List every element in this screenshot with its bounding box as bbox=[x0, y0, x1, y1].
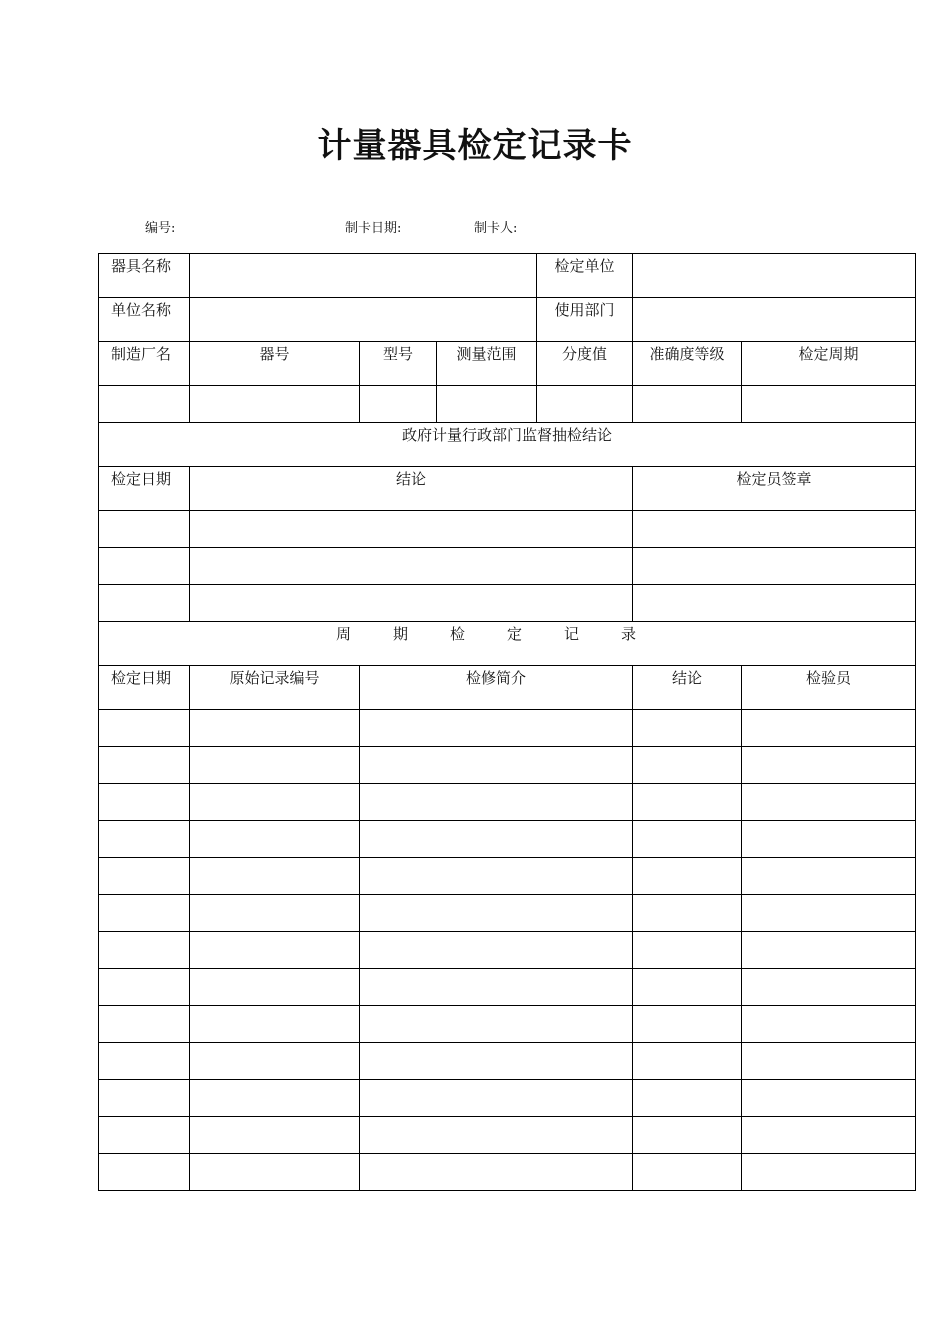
inspector-cell[interactable] bbox=[742, 710, 916, 747]
model-header: 型号 bbox=[360, 342, 437, 386]
original-record-number-cell[interactable] bbox=[190, 1080, 360, 1117]
periodic-row bbox=[99, 1043, 916, 1080]
supervision-row bbox=[99, 511, 916, 548]
unit-name-field[interactable] bbox=[190, 298, 537, 342]
inspector-cell[interactable] bbox=[742, 1043, 916, 1080]
periodic-header-row bbox=[99, 666, 916, 710]
periodic-conclusion-cell[interactable] bbox=[633, 969, 742, 1006]
original-record-number-cell[interactable] bbox=[190, 710, 360, 747]
periodic-conclusion-cell[interactable] bbox=[633, 1080, 742, 1117]
periodic-date-cell[interactable] bbox=[99, 784, 190, 821]
instrument-name-label: 器具名称 bbox=[99, 254, 190, 298]
supervision-date-cell[interactable] bbox=[99, 548, 190, 585]
card-maker-label: 制卡人: bbox=[474, 221, 518, 236]
supervision-date-header: 检定日期 bbox=[99, 467, 190, 511]
supervision-conclusion-cell[interactable] bbox=[190, 585, 633, 622]
original-record-number-cell[interactable] bbox=[190, 932, 360, 969]
periodic-row bbox=[99, 784, 916, 821]
repair-summary-cell[interactable] bbox=[360, 858, 633, 895]
periodic-conclusion-header: 结论 bbox=[633, 666, 742, 710]
supervision-section-title: 政府计量行政部门监督抽检结论 bbox=[99, 423, 916, 467]
periodic-row bbox=[99, 1154, 916, 1191]
periodic-date-cell[interactable] bbox=[99, 1080, 190, 1117]
spec-header-row bbox=[99, 342, 916, 386]
accuracy-class-field[interactable] bbox=[633, 386, 742, 423]
supervision-date-cell[interactable] bbox=[99, 511, 190, 548]
division-value-header: 分度值 bbox=[537, 342, 633, 386]
inspector-cell[interactable] bbox=[742, 1080, 916, 1117]
number-label: 编号: bbox=[145, 221, 176, 236]
unit-name-row bbox=[99, 298, 916, 342]
supervision-rows bbox=[99, 511, 916, 622]
periodic-conclusion-cell[interactable] bbox=[633, 710, 742, 747]
supervision-header-row bbox=[99, 467, 916, 511]
repair-summary-cell[interactable] bbox=[360, 1006, 633, 1043]
supervision-signature-cell[interactable] bbox=[633, 548, 916, 585]
periodic-rows bbox=[99, 710, 916, 1191]
original-record-number-cell[interactable] bbox=[190, 1043, 360, 1080]
periodic-conclusion-cell[interactable] bbox=[633, 784, 742, 821]
periodic-date-cell[interactable] bbox=[99, 1154, 190, 1191]
periodic-date-cell[interactable] bbox=[99, 747, 190, 784]
supervision-signature-cell[interactable] bbox=[633, 585, 916, 622]
periodic-date-cell[interactable] bbox=[99, 1117, 190, 1154]
periodic-row bbox=[99, 932, 916, 969]
periodic-conclusion-cell[interactable] bbox=[633, 858, 742, 895]
repair-summary-cell[interactable] bbox=[360, 932, 633, 969]
periodic-row bbox=[99, 710, 916, 747]
supervision-title-row bbox=[99, 423, 916, 467]
accuracy-class-header: 准确度等级 bbox=[633, 342, 742, 386]
original-record-number-cell[interactable] bbox=[190, 1154, 360, 1191]
inspector-cell[interactable] bbox=[742, 969, 916, 1006]
periodic-row bbox=[99, 1117, 916, 1154]
manufacturer-field[interactable] bbox=[99, 386, 190, 423]
verification-period-field[interactable] bbox=[742, 386, 916, 423]
periodic-date-cell[interactable] bbox=[99, 932, 190, 969]
department-field[interactable] bbox=[633, 298, 916, 342]
periodic-conclusion-cell[interactable] bbox=[633, 895, 742, 932]
supervision-conclusion-cell[interactable] bbox=[190, 511, 633, 548]
inspector-cell[interactable] bbox=[742, 1154, 916, 1191]
inspector-cell[interactable] bbox=[742, 821, 916, 858]
instrument-name-field[interactable] bbox=[190, 254, 537, 298]
model-field[interactable] bbox=[360, 386, 437, 423]
periodic-conclusion-cell[interactable] bbox=[633, 932, 742, 969]
periodic-date-cell[interactable] bbox=[99, 969, 190, 1006]
manufacturer-header: 制造厂名 bbox=[99, 342, 190, 386]
supervision-signature-cell[interactable] bbox=[633, 511, 916, 548]
page-title: 计量器具检定记录卡 bbox=[317, 126, 633, 166]
inspector-cell[interactable] bbox=[742, 784, 916, 821]
periodic-section-title: 周期检定记录 bbox=[99, 622, 916, 666]
repair-summary-cell[interactable] bbox=[360, 1117, 633, 1154]
department-label: 使用部门 bbox=[537, 298, 633, 342]
original-record-number-cell[interactable] bbox=[190, 784, 360, 821]
measuring-range-header: 测量范围 bbox=[437, 342, 537, 386]
periodic-row bbox=[99, 821, 916, 858]
record-card-table bbox=[98, 253, 916, 1191]
periodic-date-cell[interactable] bbox=[99, 858, 190, 895]
periodic-date-cell[interactable] bbox=[99, 895, 190, 932]
repair-summary-cell[interactable] bbox=[360, 969, 633, 1006]
periodic-row bbox=[99, 895, 916, 932]
supervision-signature-header: 检定员签章 bbox=[633, 467, 916, 511]
inspector-cell[interactable] bbox=[742, 895, 916, 932]
periodic-date-cell[interactable] bbox=[99, 1043, 190, 1080]
unit-name-label: 单位名称 bbox=[99, 298, 190, 342]
original-record-number-cell[interactable] bbox=[190, 1117, 360, 1154]
periodic-date-cell[interactable] bbox=[99, 1006, 190, 1043]
repair-summary-cell[interactable] bbox=[360, 1154, 633, 1191]
supervision-row bbox=[99, 548, 916, 585]
verification-unit-label: 检定单位 bbox=[537, 254, 633, 298]
serial-number-header: 器号 bbox=[190, 342, 360, 386]
periodic-row bbox=[99, 1006, 916, 1043]
repair-summary-cell[interactable] bbox=[360, 1080, 633, 1117]
serial-number-field[interactable] bbox=[190, 386, 360, 423]
inspector-cell[interactable] bbox=[742, 747, 916, 784]
original-record-number-cell[interactable] bbox=[190, 1006, 360, 1043]
periodic-row bbox=[99, 1080, 916, 1117]
repair-summary-cell[interactable] bbox=[360, 710, 633, 747]
periodic-date-cell[interactable] bbox=[99, 710, 190, 747]
measuring-range-field[interactable] bbox=[437, 386, 537, 423]
repair-summary-cell[interactable] bbox=[360, 747, 633, 784]
inspector-header: 检验员 bbox=[742, 666, 916, 710]
supervision-conclusion-cell[interactable] bbox=[190, 548, 633, 585]
periodic-date-cell[interactable] bbox=[99, 821, 190, 858]
verification-period-header: 检定周期 bbox=[742, 342, 916, 386]
inspector-cell[interactable] bbox=[742, 932, 916, 969]
card-date-label: 制卡日期: bbox=[345, 221, 402, 236]
repair-summary-cell[interactable] bbox=[360, 1043, 633, 1080]
supervision-conclusion-header: 结论 bbox=[190, 467, 633, 511]
periodic-row bbox=[99, 858, 916, 895]
original-record-number-cell[interactable] bbox=[190, 969, 360, 1006]
periodic-title-row bbox=[99, 622, 916, 666]
original-record-number-cell[interactable] bbox=[190, 821, 360, 858]
repair-summary-cell[interactable] bbox=[360, 895, 633, 932]
original-record-number-cell[interactable] bbox=[190, 747, 360, 784]
inspector-cell[interactable] bbox=[742, 1006, 916, 1043]
inspector-cell[interactable] bbox=[742, 1117, 916, 1154]
periodic-conclusion-cell[interactable] bbox=[633, 1117, 742, 1154]
verification-unit-field[interactable] bbox=[633, 254, 916, 298]
supervision-date-cell[interactable] bbox=[99, 585, 190, 622]
periodic-conclusion-cell[interactable] bbox=[633, 1043, 742, 1080]
periodic-conclusion-cell[interactable] bbox=[633, 821, 742, 858]
periodic-date-header: 检定日期 bbox=[99, 666, 190, 710]
periodic-row bbox=[99, 969, 916, 1006]
periodic-conclusion-cell[interactable] bbox=[633, 747, 742, 784]
repair-summary-header: 检修简介 bbox=[360, 666, 633, 710]
periodic-conclusion-cell[interactable] bbox=[633, 1006, 742, 1043]
repair-summary-cell[interactable] bbox=[360, 821, 633, 858]
repair-summary-cell[interactable] bbox=[360, 784, 633, 821]
division-value-field[interactable] bbox=[537, 386, 633, 423]
periodic-conclusion-cell[interactable] bbox=[633, 1154, 742, 1191]
periodic-row bbox=[99, 747, 916, 784]
original-record-number-cell[interactable] bbox=[190, 895, 360, 932]
instrument-name-row bbox=[99, 254, 916, 298]
original-record-number-header: 原始记录编号 bbox=[190, 666, 360, 710]
supervision-row bbox=[99, 585, 916, 622]
original-record-number-cell[interactable] bbox=[190, 858, 360, 895]
inspector-cell[interactable] bbox=[742, 858, 916, 895]
spec-value-row bbox=[99, 386, 916, 423]
